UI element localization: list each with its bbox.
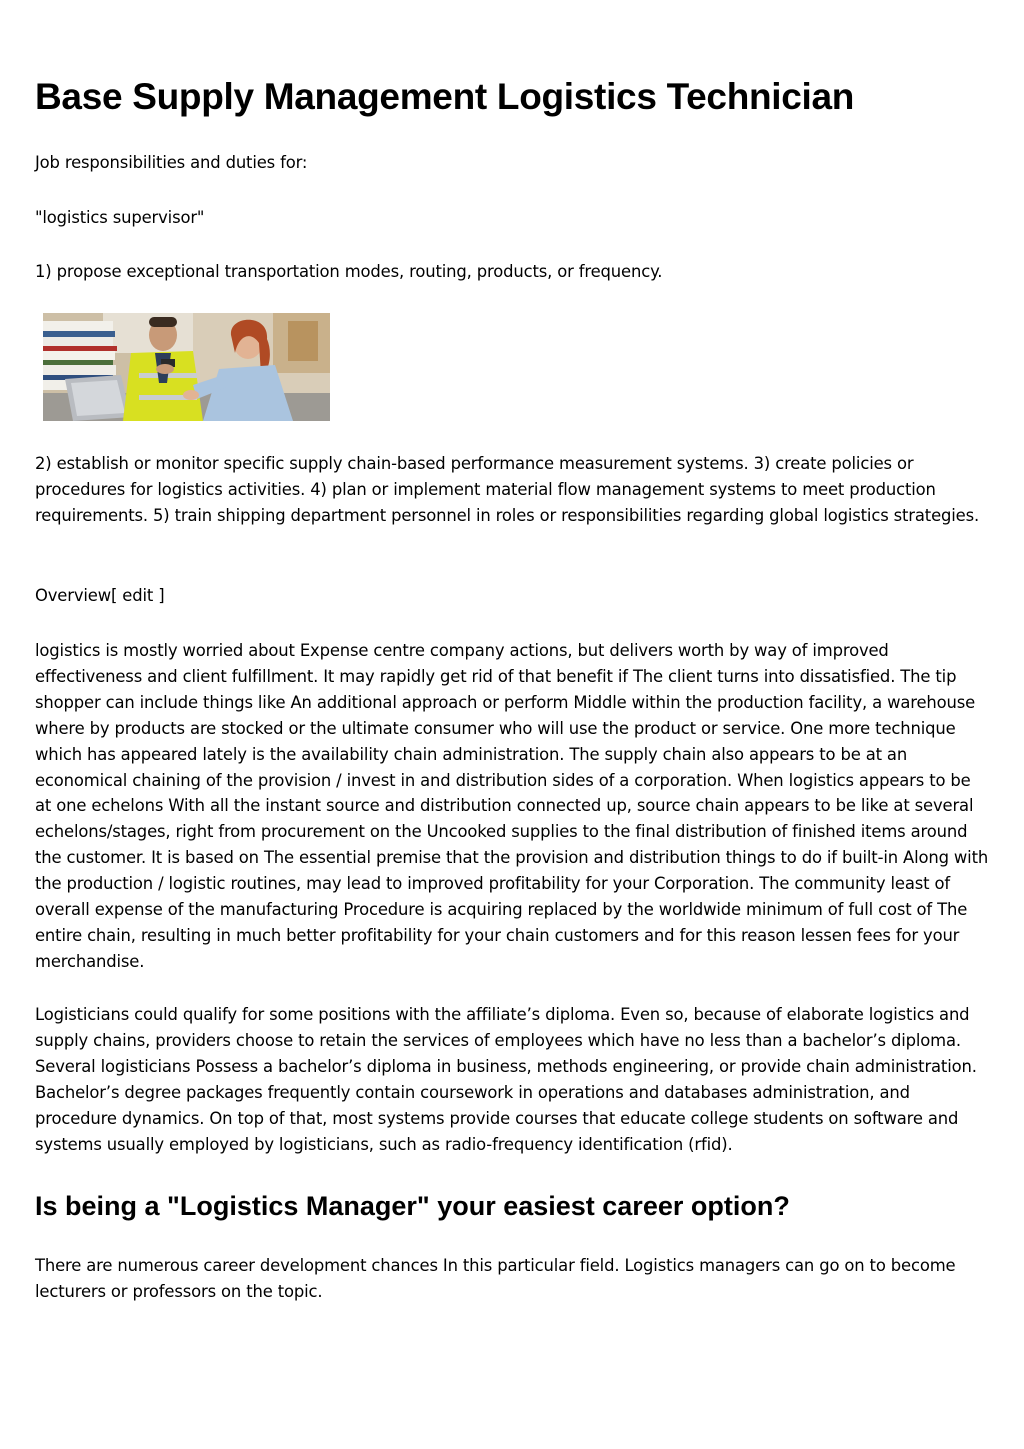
duties-paragraph: 2) establish or monitor specific supply chain-based performance measurement systems. 3) create policies or procedures for logistics activities. 4) plan or implement material flow management systems to meet production requirements. 5) train shipping department personnel in roles or responsibilities regarding global logistics strategies.: [35, 454, 980, 525]
career-paragraph: There are numerous career development chances In this particular field. Logistics managers can go on to become lecturers or professors on the topic.: [35, 1256, 956, 1301]
logistics-paragraph: logistics is mostly worried about Expense centre company actions, but delivers worth by way of improved effectiveness and client fulfillment. It may rapidly get rid of that benefit if The client turns into dissatisfied. The tip shopper can include things like An additional approach or perform Middle within the production facility, a warehouse where by products are stocked or the ultimate consumer who will use the product or service. One more technique which has appeared lately is the availability chain administration. The supply chain also appears to be at an economical chaining of the provision / invest in and distribution sides of a corporation. When logistics appears to be at one echelons With all the instant source and distribution connected up, source chain appears to be like at several echelons/stages, right from procurement on the Uncooked supplies to the final distribution of finished items around the customer. It is based on The essential premise that the provision and distribution things to do if built-in Along with the production / logistic routines, may lead to improved profitability for your Corporation. The community least of overall expense of the manufacturing Procedure is acquiring replaced by the worldwide minimum of full cost of The entire chain, resulting in much better profitability for your chain customers and for this reason lessen fees for your merchandise.: [35, 641, 989, 971]
logisticians-paragraph: Logisticians could qualify for some positions with the affiliate’s diploma. Even so, because of elaborate logistics and supply chains, providers choose to retain the services of employees which have no less than a bachelor’s diploma. Several logisticians Possess a bachelor’s diploma in business, methods engineering, or provide chain administration. Bachelor’s degree packages frequently contain coursework in operations and databases administration, and procedure dynamics. On top of that, most systems provide courses that educate college students on software and systems usually employed by logisticians, such as radio-frequency identification (rfid).: [35, 1005, 977, 1154]
overview-heading: Overview[ edit ]: [35, 586, 165, 605]
intro-label: Job responsibilities and duties for:: [35, 153, 308, 172]
page-title: Base Supply Management Logistics Technician: [35, 76, 855, 117]
warehouse-workers-photo: [43, 313, 330, 421]
section-heading-career: Is being a "Logistics Manager" your easiest career option?: [35, 1191, 790, 1221]
duty-item-1: 1) propose exceptional transportation modes, routing, products, or frequency.: [35, 262, 663, 281]
role-quote: "logistics supervisor": [35, 208, 205, 227]
